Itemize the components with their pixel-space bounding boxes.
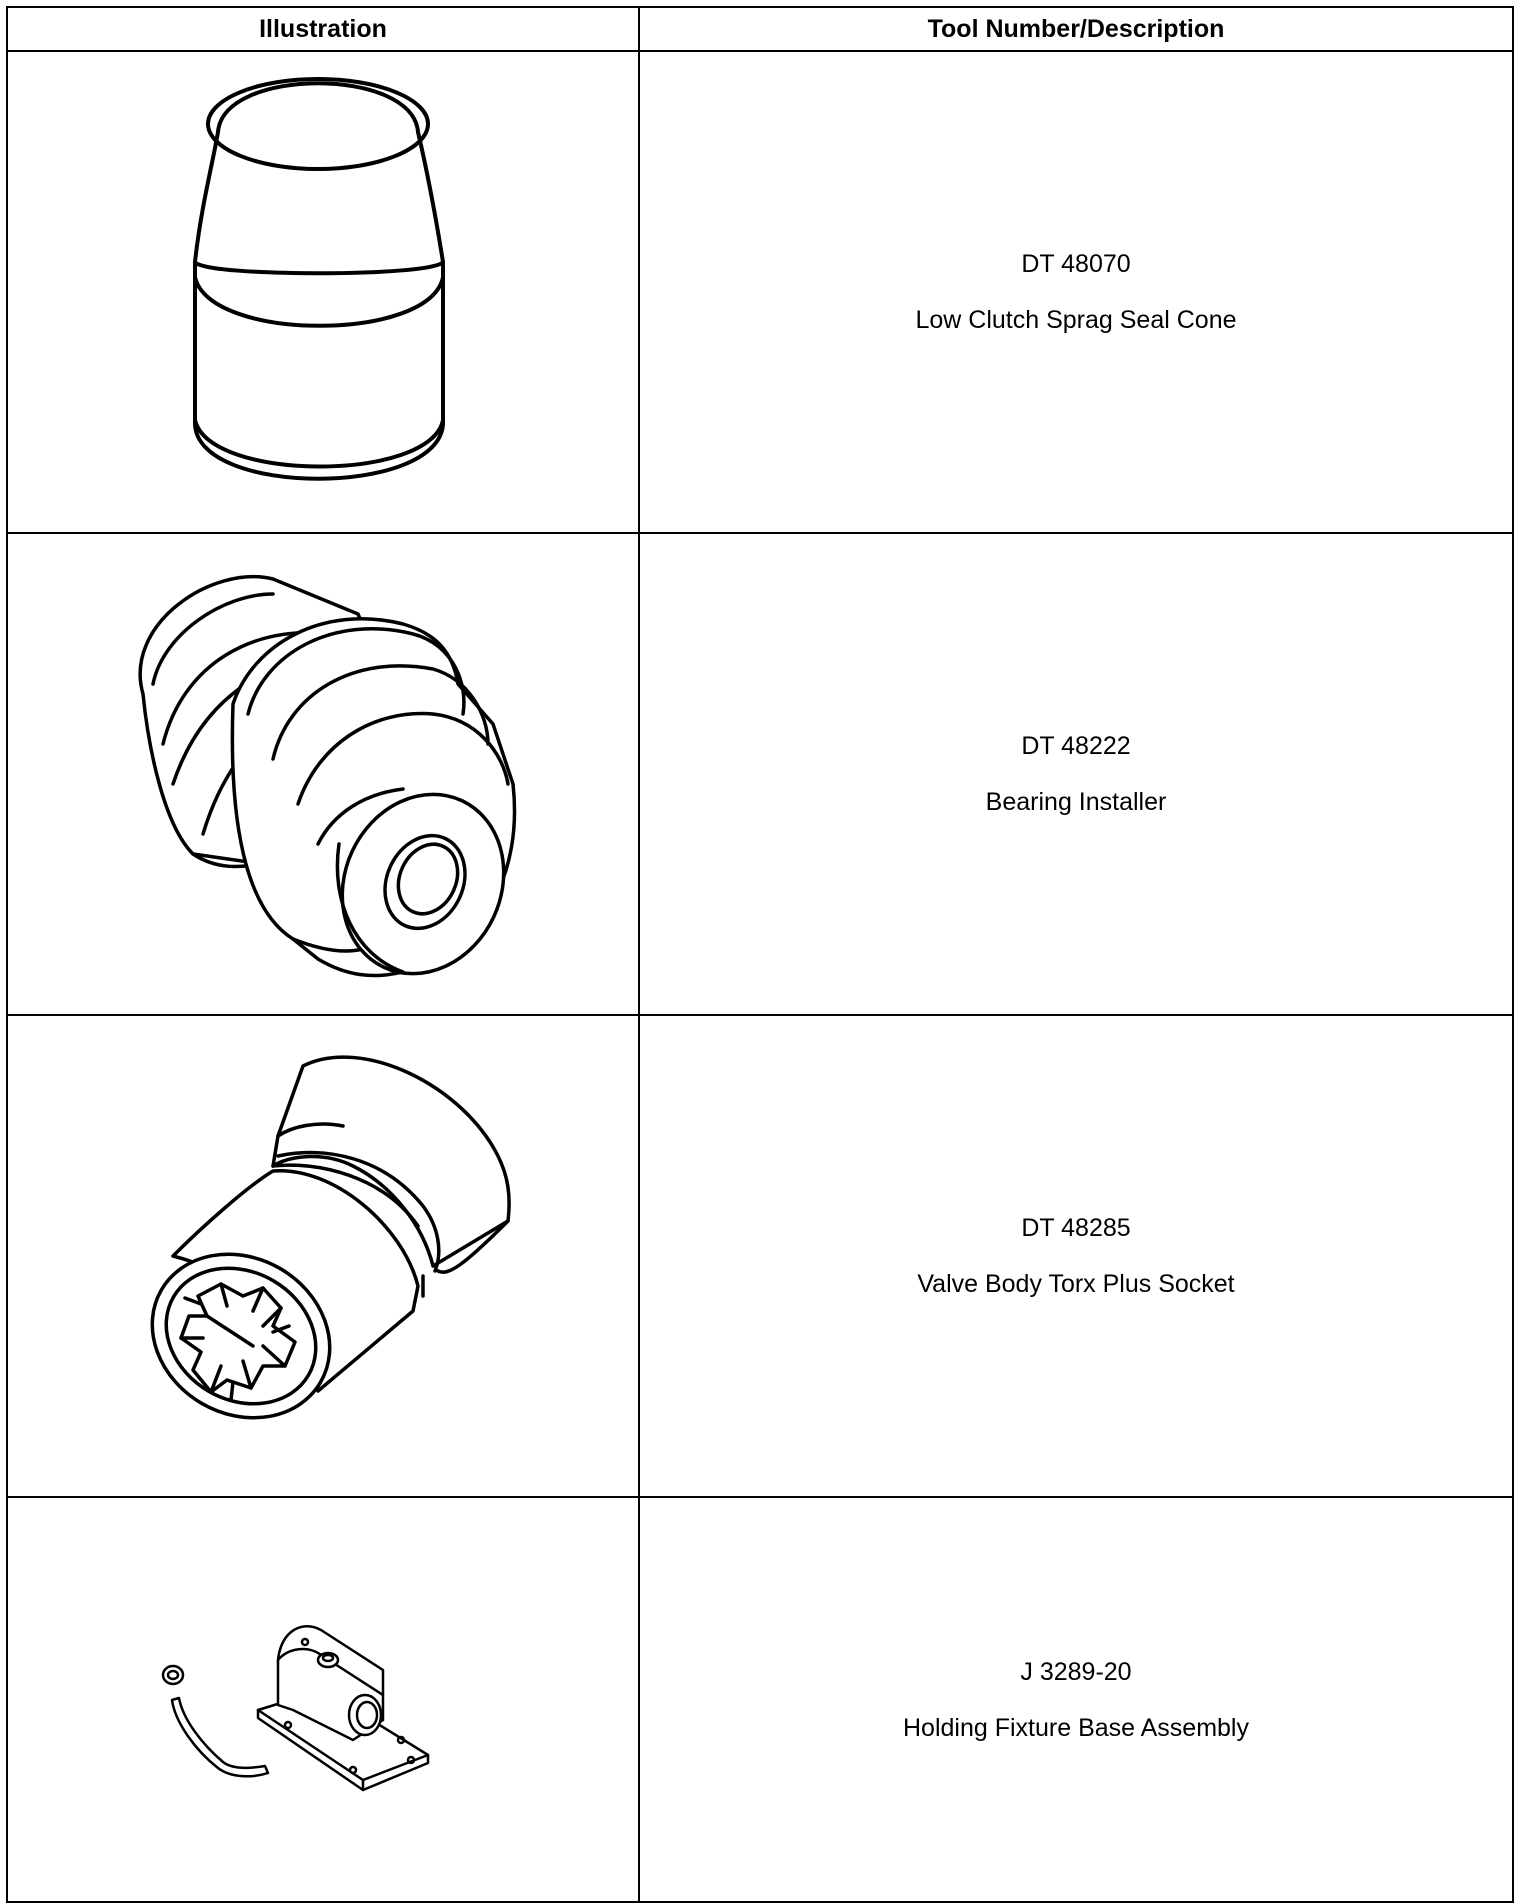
tool-description: Holding Fixture Base Assembly: [903, 1713, 1249, 1742]
holding-fixture-base-icon: [153, 1570, 493, 1830]
bearing-installer-icon: [103, 544, 543, 1004]
table-header-row: [7, 7, 1513, 51]
table-row: [7, 51, 1513, 533]
illustration-cell: [7, 533, 639, 1015]
tool-number: J 3289-20: [1020, 1657, 1132, 1686]
table-row: [7, 533, 1513, 1015]
seal-cone-icon: [113, 62, 533, 522]
tool-table: [6, 6, 1514, 1903]
tool-description-cell: [639, 1015, 1513, 1497]
illustration-cell: [7, 1015, 639, 1497]
tool-description: Low Clutch Sprag Seal Cone: [915, 306, 1237, 334]
illustration-cell: [7, 51, 639, 533]
torx-plus-socket-icon: [103, 1026, 543, 1486]
header-tool-description: Tool Number/Description: [639, 7, 1513, 51]
tool-number: DT 48070: [1021, 250, 1131, 278]
tool-description-cell: [639, 51, 1513, 533]
header-illustration: Illustration: [7, 7, 639, 51]
illustration-cell: [7, 1497, 639, 1902]
table-row: [7, 1015, 1513, 1497]
tool-description: Valve Body Torx Plus Socket: [917, 1270, 1235, 1298]
tool-description-cell: [639, 1497, 1513, 1902]
tool-number: DT 48285: [1021, 1214, 1131, 1242]
table-row: [7, 1497, 1513, 1902]
tool-description-cell: [639, 533, 1513, 1015]
tool-description: Bearing Installer: [985, 788, 1167, 816]
tool-number: DT 48222: [1021, 732, 1131, 760]
